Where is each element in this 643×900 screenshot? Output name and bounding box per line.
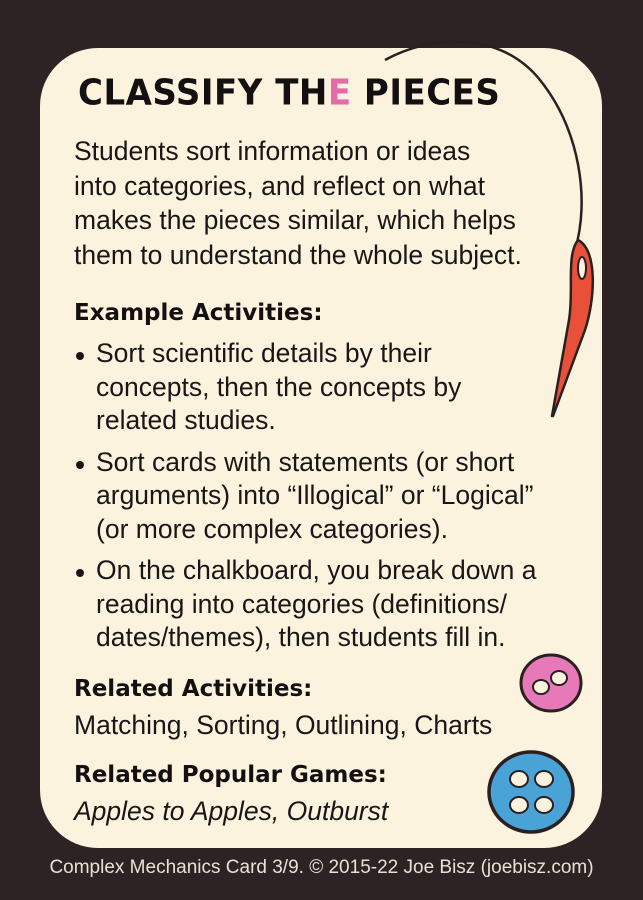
list-item [74,446,574,547]
intro-line: them to understand the whole subject. [74,239,522,270]
card-title [78,65,500,122]
list-item-line: Sort cards with statements (or short [96,446,515,477]
example-activities-list [74,337,574,663]
intro-line: makes the pieces similar, which helps [74,205,516,235]
bullet-icon [76,352,84,360]
list-item-line: Sort scientific details by their [96,338,432,368]
title-accent-letter: E [327,72,352,114]
list-item [74,337,574,438]
intro-line: into categories, and reflect on what [74,170,485,201]
title-part-2: PIECES [351,72,501,114]
list-item-line: related studies. [96,405,276,435]
related-activities-heading: Related Activities: [74,676,313,702]
related-games-heading: Related Popular Games: [74,762,387,788]
list-item-line: (or more complex categories). [96,513,448,544]
list-item-line: dates/themes), then students fill in. [96,622,506,652]
related-activities-text: Matching, Sorting, Outlining, Charts [74,710,493,740]
example-activities-heading: Example Activities: [74,300,323,326]
related-games-text: Apples to Apples, Outburst [74,796,389,826]
intro-text [74,134,574,272]
intro-line: Students sort information or ideas [74,136,471,166]
bullet-icon [76,461,84,469]
list-item-line: On the chalkboard, you break down a [96,555,537,585]
list-item-line: arguments) into “Illogical” or “Logical” [96,480,534,510]
list-item-line: concepts, then the concepts by [96,371,462,402]
list-item [74,554,574,655]
blue-button-icon [489,752,573,832]
title-part-1: CLASSIFY TH [78,72,328,114]
pink-button-icon [521,655,581,711]
list-item-line: reading into categories (definitions/ [96,588,507,619]
footer-credit: Complex Mechanics Card 3/9. © 2015-22 Joe Bisz (joebisz.com) [49,857,594,878]
bullet-icon [76,569,84,577]
